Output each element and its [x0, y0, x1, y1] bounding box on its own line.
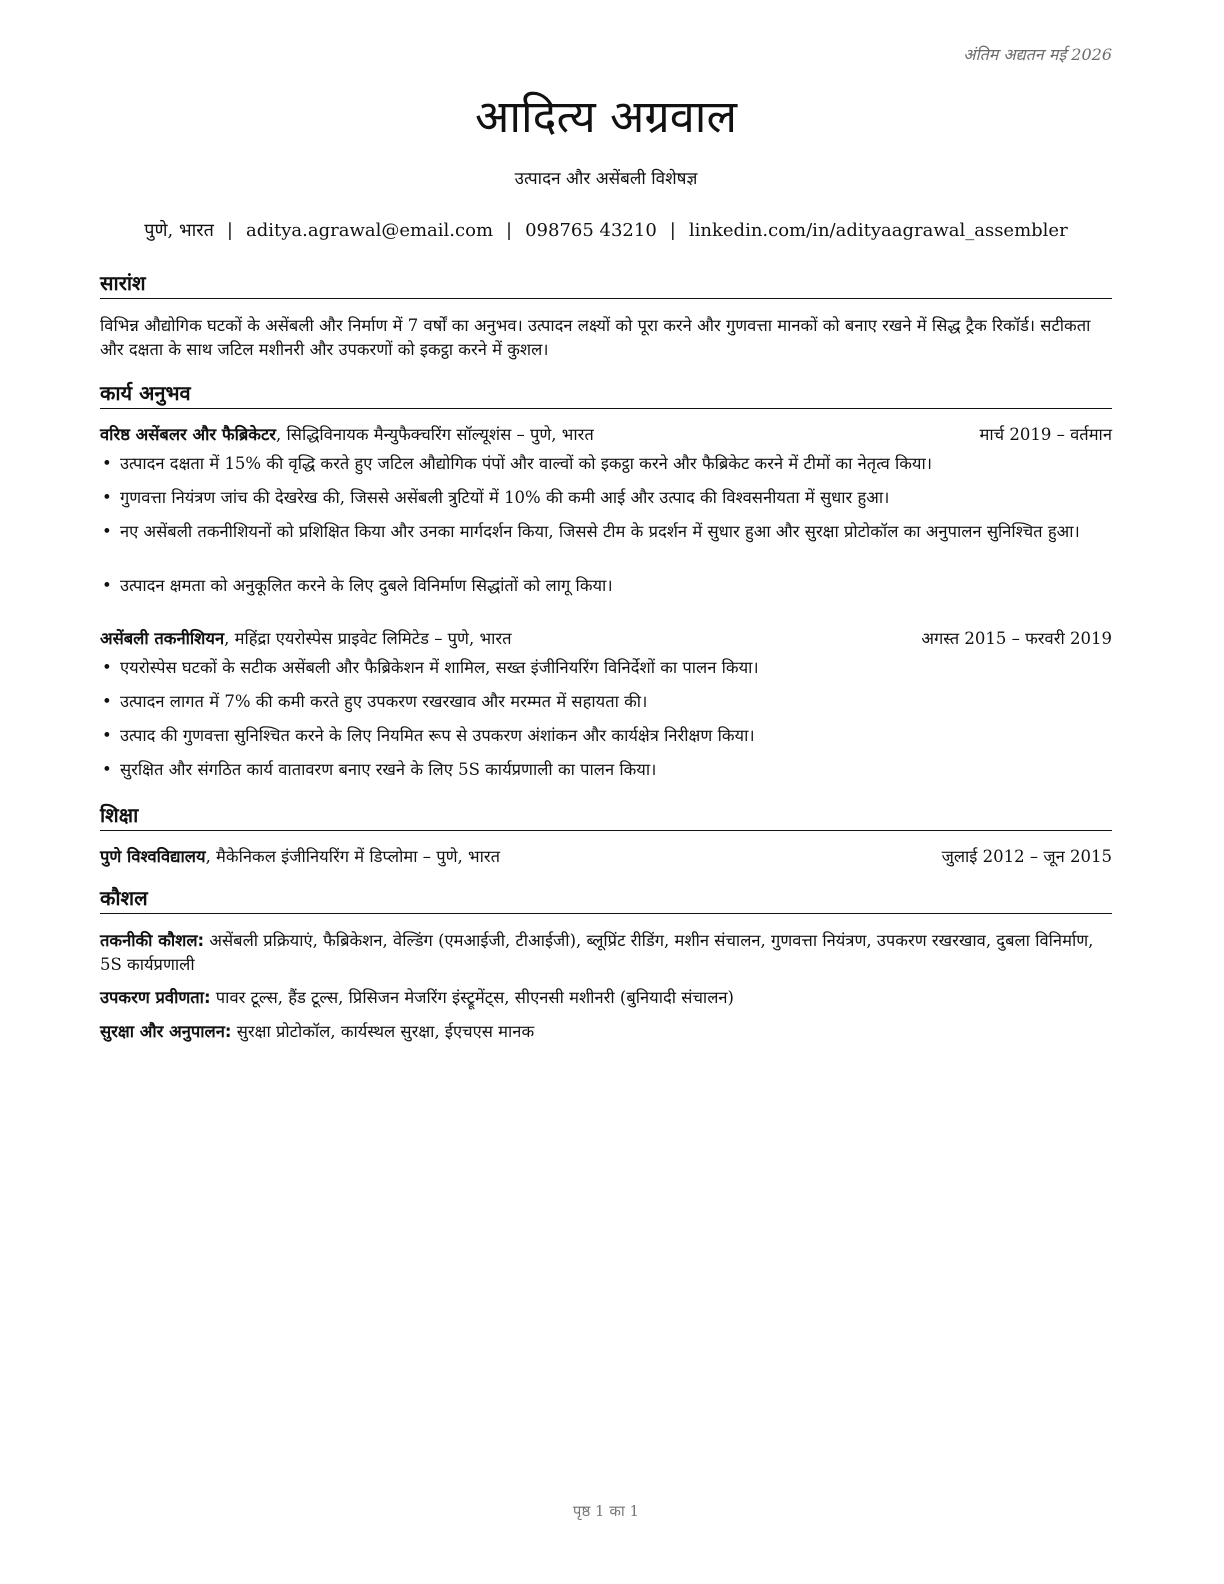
education-dates: जुलाई 2012 – जून 2015 — [941, 847, 1112, 866]
skill-value: पावर टूल्स, हैंड टूल्स, प्रिसिजन मेजरिंग इंस्ट्रूमेंट्स, सीएनसी मशीनरी (बुनियादी संचालन) — [210, 988, 734, 1007]
job-header — [100, 423, 1112, 447]
skill-row — [100, 929, 1112, 977]
last-updated: अंतिम अद्यतन मई 2026 — [963, 45, 1112, 64]
job-bullet: • नए असेंबली तकनीशियनों को प्रशिक्षित किया और उनका मार्गदर्शन किया, जिससे टीम के प्रदर्शन में सुधार हुआ और सुरक्षा प्रोटोकॉल का अनुपालन सुनिश्चित हुआ। — [100, 520, 1112, 544]
contact-location: पुणे, भारत — [144, 220, 214, 241]
contact-separator: | — [506, 220, 513, 241]
summary-text: विभिन्न औद्योगिक घटकों के असेंबली और निर्माण में 7 वर्षों का अनुभव। उत्पादन लक्ष्यों को पूरा करने और गुणवत्ता मानकों को बनाए रखने में सिद्ध ट्रैक रिकॉर्ड। सटीकता और दक्षता के साथ जटिल मशीनरी और उपकरणों को इकट्ठा करने में कुशल। — [100, 316, 1091, 359]
skills-heading: कौशल — [100, 883, 1112, 914]
bullet-icon: • — [102, 692, 112, 711]
skill-value: सुरक्षा प्रोटोकॉल, कार्यस्थल सुरक्षा, ईएचएस मानक — [231, 1022, 535, 1041]
education-detail: , मैकेनिकल इंजीनियरिंग में डिप्लोमा – पुणे, भारत — [205, 847, 501, 866]
experience-heading: कार्य अनुभव — [100, 378, 1112, 409]
skill-label: सुरक्षा और अनुपालन: — [100, 1022, 232, 1041]
job-org: , सिद्धिविनायक मैन्युफैक्चरिंग सॉल्यूशंस – पुणे, भारत — [276, 425, 594, 444]
bullet-icon: • — [102, 658, 112, 677]
job-bullet: • उत्पादन लागत में 7% की कमी करते हुए उपकरण रखरखाव और मरम्मत में सहायता की। — [100, 690, 1112, 714]
candidate-subtitle: उत्पादन और असेंबली विशेषज्ञ — [514, 169, 698, 189]
bullet-icon: • — [102, 522, 112, 541]
summary-heading: सारांश — [100, 268, 1112, 299]
job-bullet: • उत्पाद की गुणवत्ता सुनिश्चित करने के लिए नियमित रूप से उपकरण अंशांकन और कार्यक्षेत्र निरीक्षण किया। — [100, 724, 1112, 748]
job-org: , महिंद्रा एयरोस्पेस प्राइवेट लिमिटेड – पुणे, भारत — [224, 629, 512, 648]
job-bullet: • सुरक्षित और संगठित कार्य वातावरण बनाए रखने के लिए 5S कार्यप्रणाली का पालन किया। — [100, 758, 1112, 782]
candidate-name: आदित्य अग्रवाल — [475, 90, 737, 143]
job-dates: मार्च 2019 – वर्तमान — [979, 425, 1112, 444]
bullet-icon: • — [102, 760, 112, 779]
job-header — [100, 627, 1112, 651]
bullet-icon: • — [102, 488, 112, 507]
bullet-icon: • — [102, 576, 112, 595]
bullet-icon: • — [102, 726, 112, 745]
contact-separator: | — [669, 220, 676, 241]
education-institution: पुणे विश्वविद्यालय — [100, 847, 206, 866]
job-bullet: • गुणवत्ता नियंत्रण जांच की देखरेख की, जिससे असेंबली त्रुटियों में 10% की कमी आई और उत्पाद की विश्वसनीयता में सुधार हुआ। — [100, 486, 1112, 510]
job-title: असेंबली तकनीशियन — [100, 629, 225, 648]
job-bullet: • उत्पादन क्षमता को अनुकूलित करने के लिए दुबले विनिर्माण सिद्धांतों को लागू किया। — [100, 574, 1112, 598]
skill-row — [100, 986, 1112, 1010]
resume-page — [100, 0, 1112, 1584]
skill-value: असेंबली प्रक्रियाएं, फैब्रिकेशन, वेल्डिंग (एमआईजी, टीआईजी), ब्लूप्रिंट रीडिंग, मशीन संचालन, गुणवत्ता नियंत्रण, उपकरण रखरखाव, दुबला विनिर्माण, 5S कार्यप्रणाली — [100, 931, 1094, 974]
contact-phone[interactable]: 098765 43210 — [525, 220, 657, 241]
page-number: पृष्ठ 1 का 1 — [572, 1502, 640, 1520]
job-dates: अगस्त 2015 – फरवरी 2019 — [921, 629, 1112, 648]
contact-linkedin[interactable]: linkedin.com/in/adityaagrawal_assembler — [688, 220, 1068, 241]
job-bullet: • उत्पादन दक्षता में 15% की वृद्धि करते हुए जटिल औद्योगिक पंपों और वाल्वों को इकट्ठा करने और फैब्रिकेट करने में टीमों का नेतृत्व किया। — [100, 452, 1112, 476]
education-heading: शिक्षा — [100, 800, 1112, 831]
contact-line — [100, 218, 1112, 244]
contact-separator: | — [226, 220, 233, 241]
contact-email[interactable]: aditya.agrawal@email.com — [245, 220, 494, 241]
job-title: वरिष्ठ असेंबलर और फैब्रिकेटर — [100, 425, 277, 444]
skill-label: उपकरण प्रवीणता: — [100, 988, 211, 1007]
skill-label: तकनीकी कौशल: — [100, 931, 205, 950]
skill-row — [100, 1020, 1112, 1044]
education-entry — [100, 845, 1112, 869]
bullet-icon: • — [102, 454, 112, 473]
job-bullet: • एयरोस्पेस घटकों के सटीक असेंबली और फैब्रिकेशन में शामिल, सख्त इंजीनियरिंग विनिर्देशों का पालन किया। — [100, 656, 1112, 680]
